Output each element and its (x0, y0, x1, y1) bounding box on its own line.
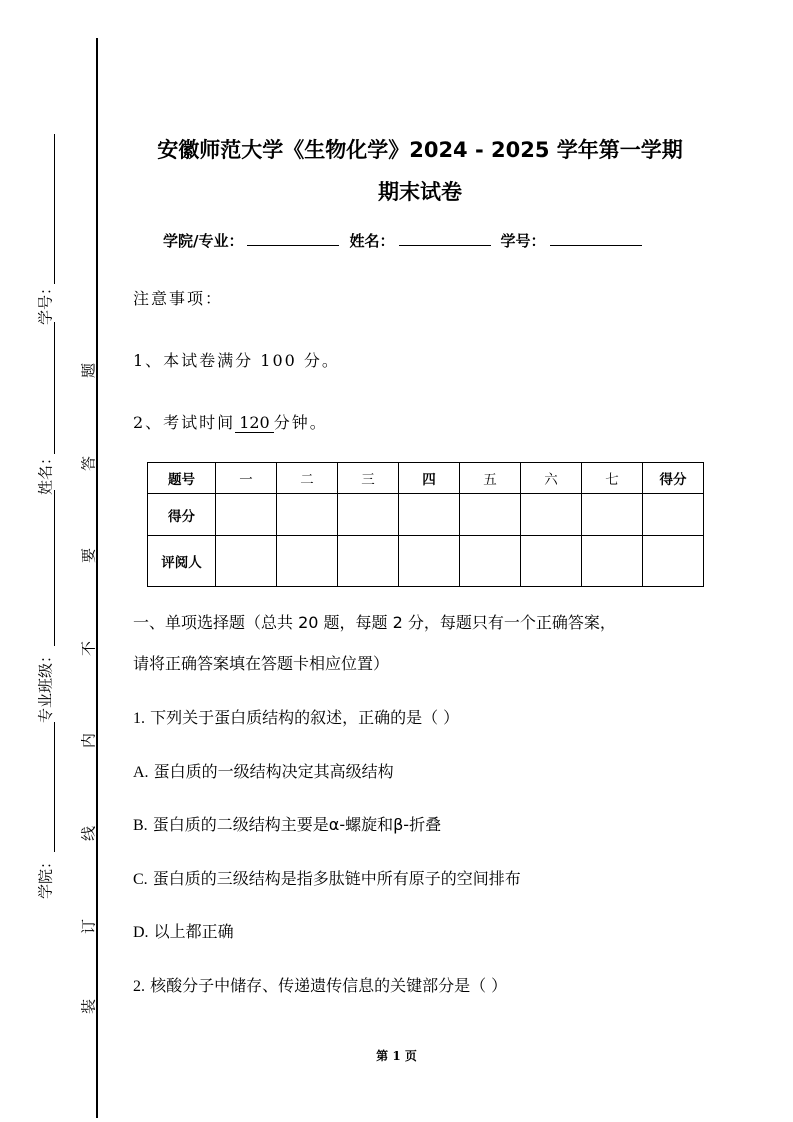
student-id-blank-line (54, 134, 55, 284)
exam-duration-value: 120 (235, 413, 274, 433)
question-2 (133, 973, 507, 996)
question-stem: 下列关于蛋白质结构的叙述，正确的是（ ） (150, 708, 460, 727)
exam-title: 安徽师范大学《生物化学》2024 - 2025 学年第一学期 (157, 138, 683, 162)
binding-line (96, 38, 98, 1118)
margin-college-label: 学院： (36, 854, 55, 900)
option-text: 蛋白质的三级结构是指多肽链中所有原子的空间排布 (152, 869, 521, 888)
notice-heading: 注意事项： (133, 289, 224, 308)
header-cell: 五 (460, 463, 521, 494)
header-cell: 二 (277, 463, 338, 494)
margin-char: 不 (79, 641, 98, 657)
option-a[interactable] (133, 759, 394, 782)
reviewer-cell[interactable] (521, 536, 582, 587)
college-major-blank[interactable] (247, 231, 339, 246)
notice-item-2-prefix: 2、考试时间 (133, 413, 236, 432)
header-cell: 得分 (643, 463, 704, 494)
reviewer-cell[interactable] (338, 536, 399, 587)
margin-char: 内 (79, 733, 98, 749)
student-info-row (163, 230, 652, 251)
notice-item-1: 1、本试卷满分 100 分。 (133, 351, 340, 370)
score-cell[interactable] (460, 494, 521, 536)
reviewer-cell[interactable] (399, 536, 460, 587)
margin-char: 装 (79, 999, 98, 1015)
score-cell[interactable] (216, 494, 277, 536)
section-1-instructions: 请将正确答案填在答题卡相应位置） (133, 654, 390, 673)
margin-char: 题 (79, 363, 98, 379)
margin-major-class-label: 专业班级： (36, 648, 55, 724)
score-cell[interactable] (338, 494, 399, 536)
option-key: A. (133, 764, 149, 781)
score-table (147, 462, 704, 587)
student-id-blank[interactable] (550, 231, 642, 246)
score-row (148, 494, 704, 536)
reviewer-cell[interactable] (460, 536, 521, 587)
header-cell: 三 (338, 463, 399, 494)
row-label: 得分 (148, 494, 216, 536)
major-class-blank-line-upper (54, 490, 55, 646)
margin-name-label: 姓名： (36, 450, 55, 496)
question-stem: 核酸分子中储存、传递遗传信息的关键部分是（ ） (150, 976, 508, 995)
option-key: B. (133, 817, 148, 834)
score-cell[interactable] (582, 494, 643, 536)
name-label: 姓名： (349, 232, 395, 250)
option-key: D. (133, 924, 149, 941)
option-text: 蛋白质的一级结构决定其高级结构 (153, 762, 394, 781)
score-cell[interactable] (399, 494, 460, 536)
score-cell[interactable] (643, 494, 704, 536)
header-cell: 四 (399, 463, 460, 494)
page-number: 第 1 页 (376, 1049, 417, 1063)
margin-char: 订 (79, 919, 98, 935)
reviewer-cell[interactable] (216, 536, 277, 587)
option-d[interactable] (133, 919, 234, 942)
header-cell: 题号 (148, 463, 216, 494)
question-1 (133, 705, 459, 728)
margin-char: 要 (79, 548, 98, 564)
reviewer-cell[interactable] (643, 536, 704, 587)
margin-char: 线 (79, 826, 98, 842)
student-id-label: 学号： (500, 232, 546, 250)
question-number: 2. (133, 978, 145, 995)
option-text: 以上都正确 (153, 922, 234, 941)
header-cell: 六 (521, 463, 582, 494)
option-key: C. (133, 871, 148, 888)
row-label: 评阅人 (148, 536, 216, 587)
section-1-title: 一、单项选择题（总共 20 题，每题 2 分，每题只有一个正确答案， (133, 613, 616, 632)
name-blank-line (54, 322, 55, 454)
question-number: 1. (133, 710, 145, 727)
score-table-header-row (148, 463, 704, 494)
score-cell[interactable] (277, 494, 338, 536)
option-b[interactable] (133, 812, 441, 835)
margin-student-id-label: 学号： (36, 280, 55, 326)
option-c[interactable] (133, 866, 521, 889)
reviewer-cell[interactable] (277, 536, 338, 587)
name-blank[interactable] (399, 231, 491, 246)
reviewer-row (148, 536, 704, 587)
notice-item-2 (133, 410, 328, 433)
major-class-blank-line-lower (54, 722, 55, 852)
option-text: 蛋白质的二级结构主要是α-螺旋和β-折叠 (152, 815, 442, 834)
margin-char: 答 (79, 456, 98, 472)
header-cell: 七 (582, 463, 643, 494)
reviewer-cell[interactable] (582, 536, 643, 587)
score-cell[interactable] (521, 494, 582, 536)
header-cell: 一 (216, 463, 277, 494)
college-major-label: 学院/专业： (163, 232, 244, 250)
exam-subtitle: 期末试卷 (378, 180, 462, 204)
notice-item-2-suffix: 分钟。 (273, 413, 328, 432)
